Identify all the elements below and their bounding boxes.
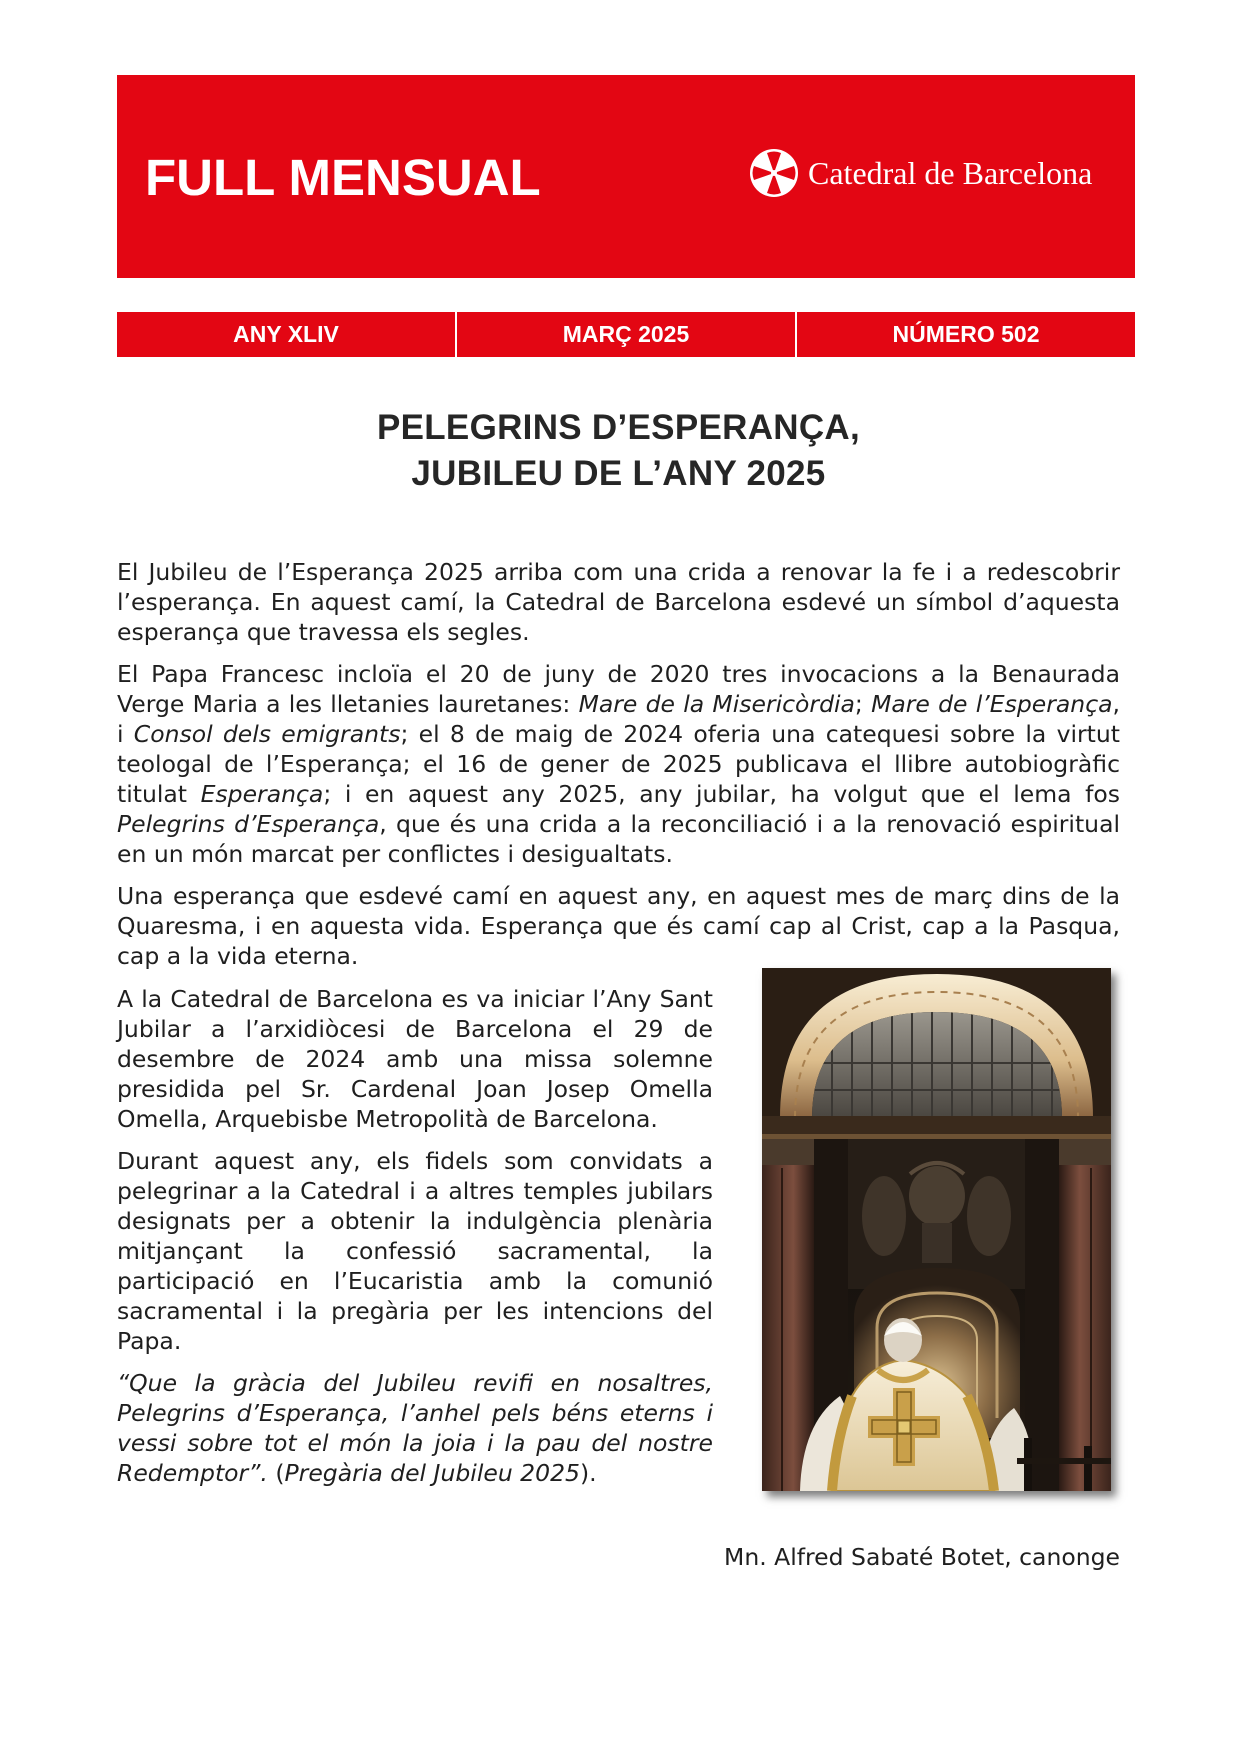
paragraph-lent-hope bbox=[117, 881, 1120, 971]
italic-title: Esperança bbox=[200, 780, 324, 808]
vault-arch bbox=[762, 968, 1111, 1139]
paragraph-text: ; i en aquest any 2025, any jubilar, ha volgut que el lema fos bbox=[323, 780, 1120, 808]
paragraph-text: , que és una crida a la reconciliació i a la renovació espiritual en un món marcat per conflictes i desigualtats. bbox=[117, 810, 1120, 868]
paragraph-text: El Jubileu de l’Esperança 2025 arriba com una crida a renovar la fe i a redescobrir l’esperança. En aquest camí, la Catedral de Barcelona esdevé un símbol d’aquesta esperança que travessa els segles. bbox=[117, 558, 1120, 646]
logo-text: Catedral de Barcelona bbox=[808, 155, 1093, 191]
author-signature: Mn. Alfred Sabaté Botet, canonge bbox=[724, 1543, 1120, 1571]
masthead-banner bbox=[117, 75, 1135, 278]
italic-title: Mare de l’Esperança bbox=[871, 690, 1113, 718]
paragraph-indulgence bbox=[117, 1146, 713, 1356]
issue-info-bar bbox=[117, 312, 1135, 357]
issue-number: NÚMERO 502 bbox=[795, 312, 1135, 357]
article-title-line: PELEGRINS D’ESPERANÇA, bbox=[376, 408, 861, 447]
pope-jubilee-photo bbox=[762, 968, 1111, 1491]
paragraph-text: ; el 8 de maig de 2024 oferia una catequesi sobre la virtut teologal de l’Esperança; el 16 de gener de 2025 publicava el llibre autobiogràfic titulat bbox=[117, 720, 1120, 808]
issue-month: MARÇ 2025 bbox=[455, 312, 795, 357]
cathedral-cross-icon bbox=[749, 148, 799, 198]
article-title bbox=[117, 405, 1120, 497]
paragraph-intro bbox=[117, 557, 1120, 647]
paragraph-text: A la Catedral de Barcelona es va iniciar l’Any Sant Jubilar a l’arxidiòcesi de Barcelona el 29 de desembre de 2024 amb una missa solemne presidida pel Sr. Cardenal Joan Josep Omella Omella, Arquebisbe Metropolità de Barcelona. bbox=[117, 985, 713, 1133]
italic-title: Consol dels emigrants bbox=[133, 720, 401, 748]
prayer-quote: “Que la gràcia del Jubileu revifi en nosaltres, Pelegrins d’Esperança, l’anhel pels béns eterns i vessi sobre tot el món la joia i la pau del nostre Redemptor”. bbox=[117, 1369, 713, 1487]
paragraph-text: ; bbox=[854, 690, 872, 718]
logo-center bbox=[771, 170, 777, 176]
paragraph-text: Una esperança que esdevé camí en aquest any, en aquest mes de març dins de la Quaresma, i en aquesta vida. Esperança que és camí cap al Crist, cap a la Pasqua, cap a la vida eterna. bbox=[117, 882, 1120, 970]
issue-year: ANY XLIV bbox=[233, 321, 339, 347]
narrow-text-column bbox=[117, 984, 713, 1488]
italic-title: Pelegrins d’Esperança bbox=[117, 810, 380, 838]
paragraph-text: ). bbox=[580, 1459, 597, 1487]
newsletter-title: FULL MENSUAL bbox=[145, 149, 541, 206]
paragraph-jubilee-prayer bbox=[117, 1368, 713, 1488]
paragraph-text: Durant aquest any, els fidels som convidats a pelegrinar a la Catedral i a altres temples jubilars designats per a obtenir la indulgència plenària mitjançant la confessió sacramental, la participació en l’Eucaristia amb la comunió sacramental i la pregària per les intencions del Papa. bbox=[117, 1147, 713, 1355]
article-title-line: JUBILEU DE L’ANY 2025 bbox=[411, 454, 826, 493]
sculpted-relief bbox=[848, 1139, 1025, 1289]
paragraph-text: ( bbox=[267, 1459, 285, 1487]
paragraph-papal-invocations bbox=[117, 659, 1120, 869]
paragraph-text: , i bbox=[117, 690, 1120, 748]
photo-illustration bbox=[762, 968, 1111, 1491]
prayer-source: Pregària del Jubileu 2025 bbox=[284, 1459, 580, 1487]
paragraph-text: El Papa Francesc incloïa el 20 de juny de 2020 tres invocacions a la Benaurada Verge Maria a les lletanies lauretanes: bbox=[117, 660, 1120, 718]
italic-title: Mare de la Misericòrdia bbox=[578, 690, 855, 718]
paragraph-jubilee-opening bbox=[117, 984, 713, 1134]
